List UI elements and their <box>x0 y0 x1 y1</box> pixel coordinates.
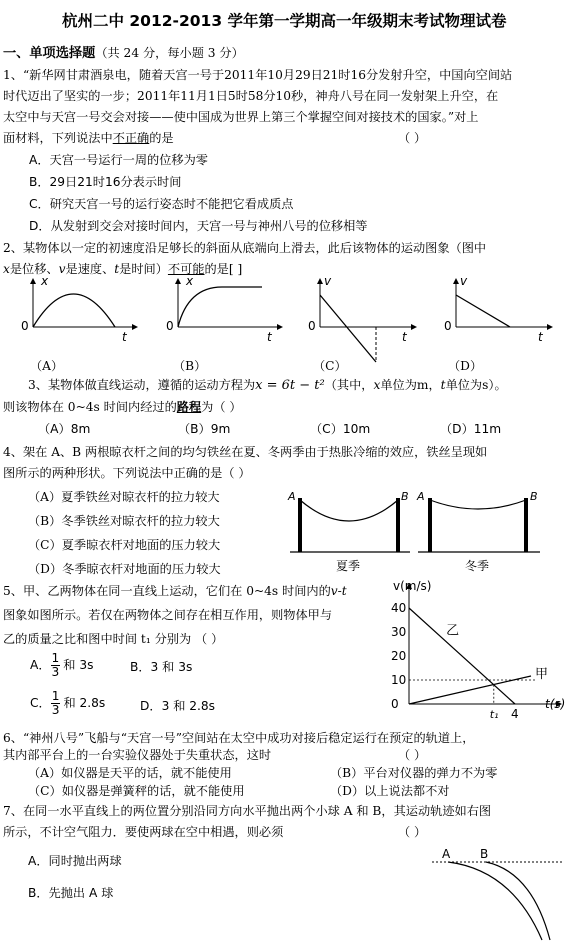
q1-line: 1、“新华网甘肃酒泉电，随着天宫一号于2011年10月29日21时16分发射升空，中国向空间站 <box>3 68 513 82</box>
q3-var: x <box>373 378 381 392</box>
q1-option-a: A．天宫一号运行一周的位移为零 <box>29 153 208 167</box>
origin-label: 0 <box>166 319 174 333</box>
q2-text: 是时间） <box>119 262 168 276</box>
graph-b-caption: （B） <box>173 359 207 373</box>
x-label: t <box>538 330 543 344</box>
trajectory-figure <box>432 846 567 941</box>
denominator: 3 <box>51 665 60 679</box>
q1-option-c: C．研究天宫一号的运行姿态时不能把它看成质点 <box>29 197 294 211</box>
q1-emphasis: 不正确 <box>112 131 150 145</box>
fraction <box>51 690 61 717</box>
series-label: 甲 <box>535 667 549 683</box>
q5-line: 乙的质量之比和图中时间 t₁ 分别为 （ ） <box>3 632 224 646</box>
clothesline-figure <box>290 488 560 588</box>
q3-equation: x = 6t − t² <box>255 378 325 393</box>
q7-line: 所示，不计空气阻力．要使两球在空中相遇，则必须 <box>3 825 284 839</box>
y-label: v <box>324 274 332 288</box>
y-tick-label: 0 <box>391 697 399 711</box>
label-a: A <box>288 490 296 503</box>
y-label: x <box>41 274 49 288</box>
graph-b <box>150 275 270 370</box>
denominator: 3 <box>51 703 60 717</box>
y-label: v <box>460 274 468 288</box>
q7-line: 7、在同一水平直线上的两位置分别沿同方向水平抛出两个小球 A 和 B，其运动轨迹如右图 <box>3 804 492 818</box>
q2-var: t <box>114 262 120 276</box>
q3-text: （其中， <box>324 378 374 392</box>
graph-a <box>5 275 125 370</box>
q4-option-b: （B）冬季铁丝对晾衣杆的拉力较大 <box>28 514 220 528</box>
trajectory-b <box>486 862 550 940</box>
q6-option-d: （D）以上说法都不对 <box>330 784 450 798</box>
q5-option-a <box>30 652 93 679</box>
y-tick-label: 40 <box>391 601 407 615</box>
q5-option-b: B．3 和 3s <box>130 660 193 674</box>
answer-paren: （ ） <box>398 748 427 762</box>
q5-line <box>3 582 347 599</box>
q2-line: 2、某物体以一定的初速度沿足够长的斜面从底端向上滑去，此后该物体的运动图象（图中 <box>3 241 487 255</box>
x-tick-label: t₁ <box>489 708 499 721</box>
q3-option-d: （D）11m <box>440 422 502 436</box>
x-tick-label: 4 <box>511 707 519 721</box>
q6-option-b: （B）平台对仪器的弹力不为零 <box>330 766 498 780</box>
page-title: 杭州二中 2012-2013 学年第一学期高一年级期末考试物理试卷 <box>62 12 507 30</box>
graph-a-caption: （A） <box>30 359 64 373</box>
fraction <box>51 652 61 679</box>
graph-curve <box>33 294 115 327</box>
origin-label: 0 <box>308 319 316 333</box>
origin-label: 0 <box>21 319 29 333</box>
q6-line: 其内部平台上的一台实验仪器处于失重状态，这时 <box>3 748 272 762</box>
graph-line <box>456 295 510 327</box>
graph-c <box>292 275 412 370</box>
y-axis-label: v(m/s) <box>393 579 432 593</box>
series-label: 乙 <box>446 623 460 639</box>
answer-paren: （ ） <box>398 131 427 145</box>
graph-line <box>320 295 376 362</box>
q2-var: v <box>58 262 66 276</box>
wire-winter <box>430 500 526 509</box>
x-label: t <box>122 330 127 344</box>
winter-label: 冬季 <box>465 559 490 573</box>
answer-paren: （ ） <box>398 825 427 839</box>
q2-emphasis: 不可能 <box>167 262 205 276</box>
numerator: 1 <box>51 689 60 703</box>
q5-line: 图象如图所示。若仅在两物体之间存在相互作用，则物体甲与 <box>3 608 333 622</box>
q3-emphasis: 路程 <box>176 400 202 414</box>
y-label: x <box>186 274 194 288</box>
origin-label: 0 <box>444 319 452 333</box>
option-text: 和 2.8s <box>63 696 106 710</box>
y-tick-label: 10 <box>391 673 407 687</box>
q5-text: 5、甲、乙两物体在同一直线上运动，它们在 0~4s 时间内的 <box>3 584 331 598</box>
label-b: B <box>401 490 409 503</box>
series-line <box>409 608 515 704</box>
q2-text: 是位移、 <box>9 262 59 276</box>
q6-option-a: （A）如仪器是天平的话，就不能使用 <box>28 766 232 780</box>
option-label: C． <box>30 696 51 710</box>
y-tick-label: 30 <box>391 625 407 639</box>
q6-option-c: （C）如仪器是弹簧秤的话，就不能使用 <box>28 784 245 798</box>
x-axis-label: t(s) <box>545 697 566 711</box>
q7-option-b: B．先抛出 A 球 <box>28 886 114 900</box>
q2-text: 是速度、 <box>65 262 115 276</box>
q6-line: 6、“神州八号”飞船与“天宫一号”空间站在太空中成功对接后稳定运行在预定的轨道上， <box>3 731 475 745</box>
option-text: 和 3s <box>63 658 94 672</box>
q1-line: 时代迈出了坚实的一步；2011年11月1日5时58分10秒，神舟八号在同一发射架上升空，在 <box>3 89 499 103</box>
section-title: 一、单项选择题 <box>3 46 96 61</box>
vt-chart <box>385 578 570 721</box>
q2-var: x <box>3 262 10 276</box>
y-tick-label: 20 <box>391 649 407 663</box>
q3-option-c: （C）10m <box>310 422 371 436</box>
trajectory-a <box>448 862 542 940</box>
q7-option-a: A．同时抛出两球 <box>28 854 122 868</box>
q3-line <box>28 376 507 393</box>
label-b: B <box>530 490 538 503</box>
q4-line: 图所示的两种形状。下列说法中正确的是（ ） <box>3 466 251 480</box>
section-note: （共 24 分，每小题 3 分） <box>95 46 244 60</box>
q3-option-a: （A）8m <box>38 422 91 436</box>
q3-option-b: （B）9m <box>178 422 231 436</box>
q1-text: 的是 <box>149 131 174 145</box>
summer-label: 夏季 <box>336 559 361 573</box>
q3-text: 单位为m， <box>380 378 441 392</box>
q3-line <box>3 398 242 415</box>
option-label: A． <box>30 658 51 672</box>
graph-curve <box>178 287 262 327</box>
graph-d <box>428 275 548 370</box>
q1-text: 面材料，下列说法中 <box>3 131 113 145</box>
q3-text: 为（ ） <box>201 400 242 414</box>
q2-text: 的是[ ] <box>204 262 243 276</box>
q3-text: 3、某物体做直线运动，遵循的运动方程为 <box>28 378 256 392</box>
q1-line <box>3 129 174 146</box>
q3-text: 则该物体在 0~4s 时间内经过的 <box>3 400 177 414</box>
q5-option-d: D．3 和 2.8s <box>140 699 215 713</box>
q4-option-d: （D）冬季晾衣杆对地面的压力较大 <box>28 562 221 576</box>
section-heading <box>3 42 244 61</box>
wire-summer <box>300 500 398 521</box>
q3-text: 单位为s）。 <box>445 378 507 392</box>
label-b: B <box>480 847 489 861</box>
graph-d-caption: （D） <box>448 359 483 373</box>
q4-option-a: （A）夏季铁丝对晾衣杆的拉力较大 <box>28 490 220 504</box>
graph-c-caption: （C） <box>313 359 347 373</box>
x-label: t <box>402 330 407 344</box>
q3-var: t <box>440 378 446 392</box>
q1-line: 太空中与天宫一号交会对接——使中国成为世界上第三个掌握空间对接技术的国家。”对上 <box>3 110 479 124</box>
q1-option-d: D．从发射到交会对接时间内，天宫一号与神州八号的位移相等 <box>29 219 368 233</box>
q4-line: 4、架在 A、B 两根晾衣杆之间的均匀铁丝在夏、冬两季由于热胀冷缩的效应，铁丝呈现如 <box>3 445 488 459</box>
label-a: A <box>442 847 451 861</box>
label-a: A <box>417 490 425 503</box>
x-label: t <box>267 330 272 344</box>
q1-option-b: B．29日21时16分表示时间 <box>29 175 182 189</box>
numerator: 1 <box>51 651 60 665</box>
q5-var: v-t <box>330 584 347 598</box>
q5-option-c <box>30 690 105 717</box>
q4-option-c: （C）夏季晾衣杆对地面的压力较大 <box>28 538 221 552</box>
